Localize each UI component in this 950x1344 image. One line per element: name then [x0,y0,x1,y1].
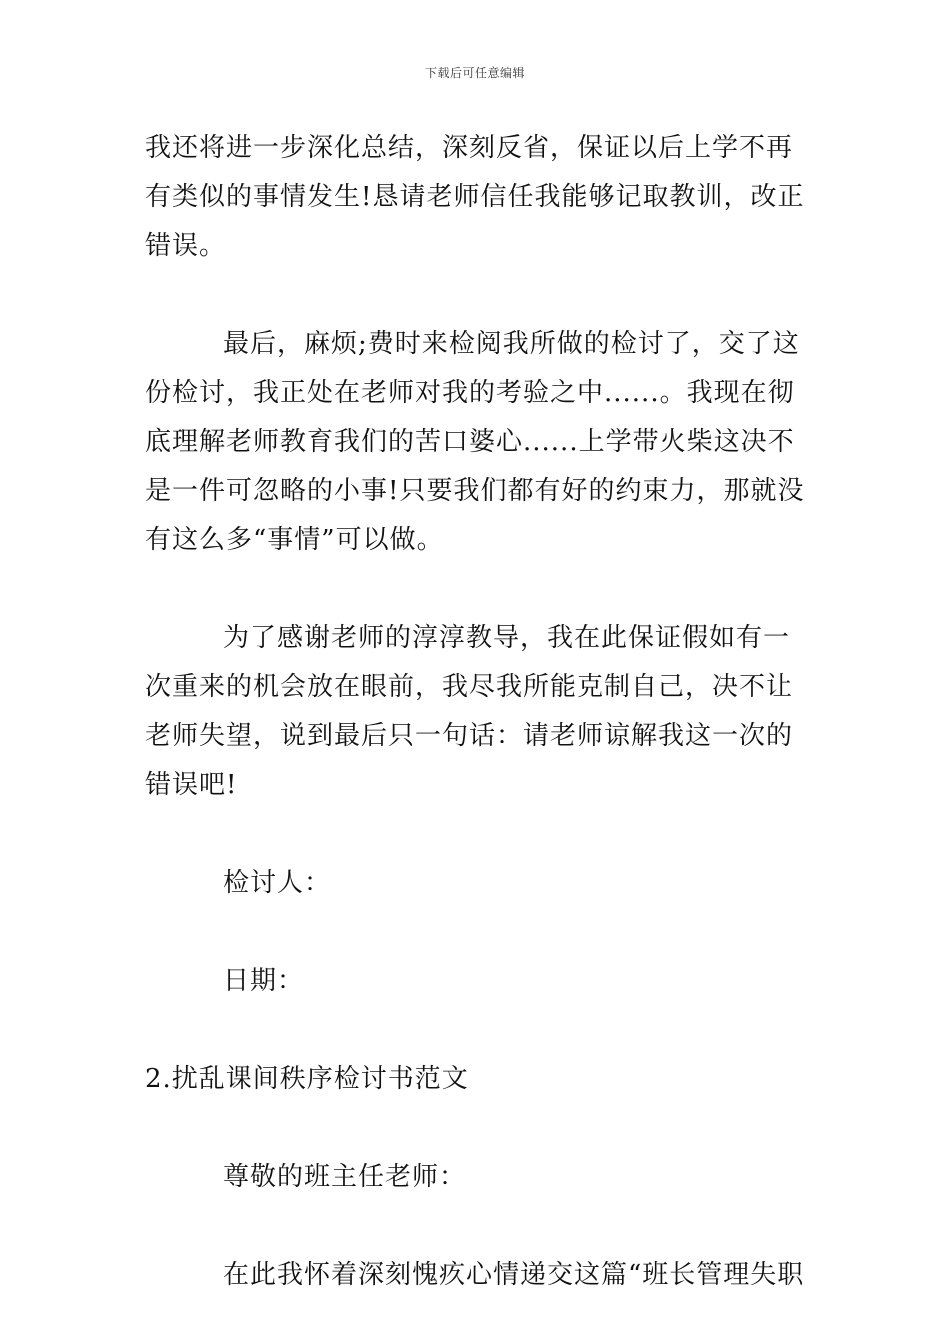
date-line: 日期： [223,966,305,996]
paragraph-gap [145,810,810,859]
paragraph-opening: 在此我怀着深刻愧疚心情递交这篇“班长管理失职 [223,1260,805,1290]
paragraph-gap [145,1202,810,1251]
salutation: 尊敬的班主任老师： [223,1162,467,1192]
paragraph-gap [145,1006,810,1055]
section-heading: 2.扰乱课间秩序检讨书范文 [145,1064,469,1094]
paragraph-gap [145,1104,810,1153]
paragraph-closing-promise: 我还将进一步深化总结，深刻反省，保证以后上学不再有类似的事情发生!恳请老师信任我能够记取教训，改正错误。 [145,133,805,261]
paragraph-gap [145,908,810,957]
document-body [145,124,810,1300]
paragraph-thanks: 为了感谢老师的淳淳教导，我在此保证假如有一次重来的机会放在眼前，我尽我所能克制自己，决不让老师失望，说到最后只一句话：请老师谅解我这一次的错误吧! [145,623,794,800]
paragraph-final-words: 最后，麻烦;费时来检阅我所做的检讨了，交了这份检讨，我正处在老师对我的考验之中......。我现在彻底理解老师教育我们的苦口婆心......上学带火柴这决不是一件可忽略的小事!只要我们都有好的约束力，那就没有这么多“事情”可以做。 [145,329,805,555]
paragraph-gap [145,271,810,320]
signature-line: 检讨人： [223,868,332,898]
paragraph-gap [145,565,810,614]
page-header: 下载后可任意编辑 [424,66,525,80]
